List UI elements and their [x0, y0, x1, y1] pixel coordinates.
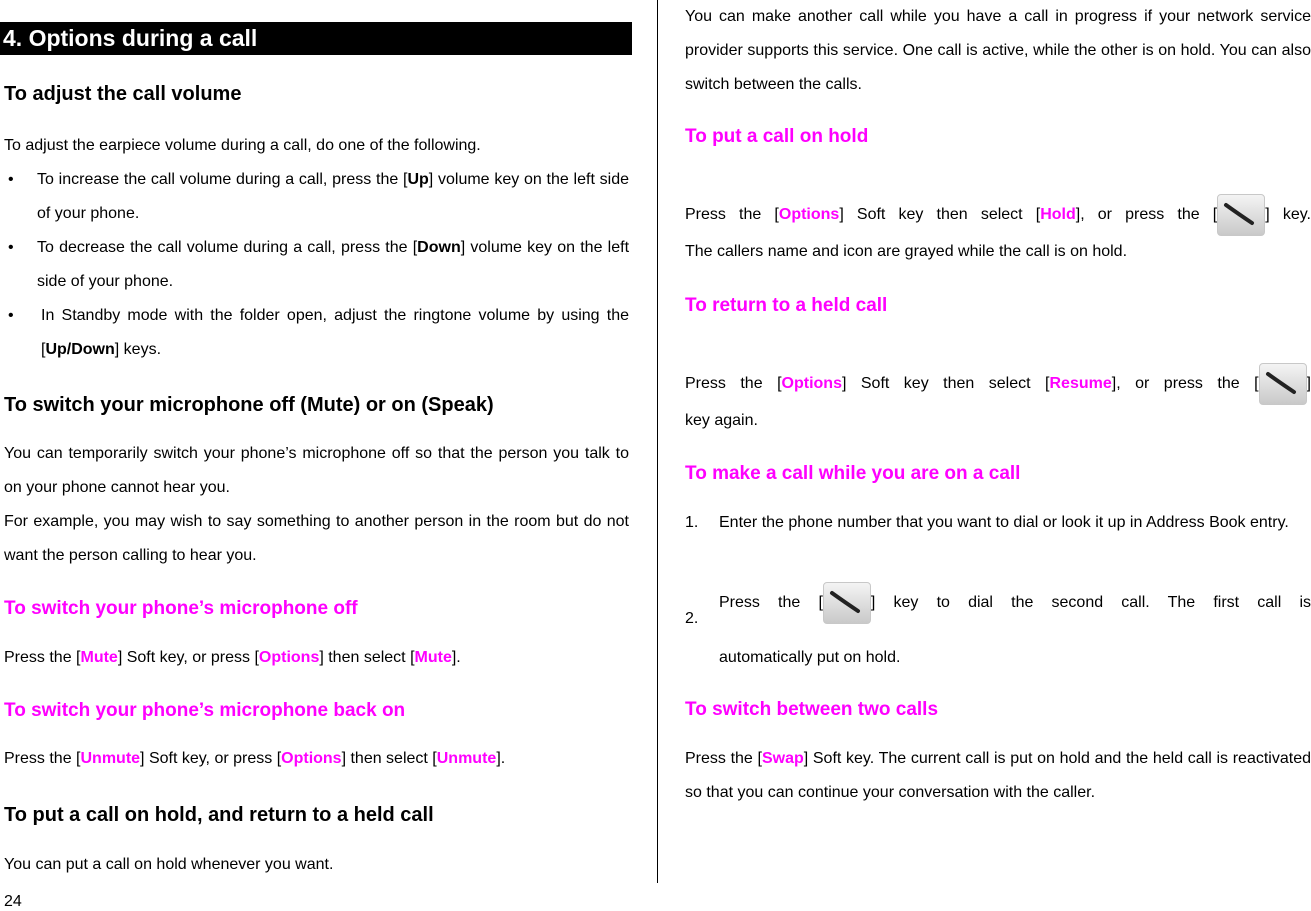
section-banner: 4. Options during a call — [0, 22, 632, 55]
heading-mic-off: To switch your phone’s microphone off — [4, 598, 358, 619]
heading-swap: To switch between two calls — [685, 699, 939, 720]
return-held-note: key again. — [685, 412, 758, 429]
put-hold-note: The callers name and icon are grayed while the call is on hold. — [685, 243, 1128, 260]
volume-bullet-list — [4, 163, 629, 367]
heading-adjust-volume: To adjust the call volume — [4, 83, 242, 105]
step-text-continued: automatically put on hold. — [719, 649, 901, 666]
send-key-icon — [823, 582, 871, 624]
volume-intro: To adjust the earpiece volume during a call, do one of the following. — [4, 137, 481, 154]
right-intro: You can make another call while you have a call in progress if your network service provider supports this service. One call is active, while the other is on hold. You can also switch between the calls. — [685, 8, 1311, 93]
bullet-text: To decrease the call volume during a call, press the [Down] volume key on the left side of your phone. — [37, 239, 630, 290]
mute-paragraph-1: You can temporarily switch your phone’s microphone off so that the person you talk to on your phone cannot hear you. — [4, 445, 629, 496]
mute-paragraph-2: For example, you may wish to say something to another person in the room but do not want the person calling to hear you. — [4, 513, 629, 564]
return-held-instruction: Press the [Options] Soft key then select [Resume], or press the [ ] — [685, 363, 1311, 405]
mic-on-instruction: Press the [Unmute] Soft key, or press [Options] then select [Unmute]. — [4, 750, 506, 767]
put-hold-instruction: Press the [Options] Soft key then select [Hold], or press the [ ] key. — [685, 194, 1311, 236]
bullet-dot-icon: • — [8, 171, 14, 188]
page-number: 24 — [4, 893, 22, 910]
heading-return-held: To return to a held call — [685, 295, 888, 316]
bullet-dot-icon: • — [8, 307, 14, 324]
step-number: 1. — [685, 514, 699, 531]
step-text: Press the [ ] key to dial the second call. The first call is — [719, 582, 1311, 624]
heading-put-on-hold: To put a call on hold — [685, 126, 869, 147]
bullet-text: In Standby mode with the folder open, adjust the ringtone volume by using the [Up/Down] keys. — [41, 307, 629, 358]
send-key-icon — [1217, 194, 1265, 236]
heading-mute: To switch your microphone off (Mute) or on (Speak) — [4, 394, 494, 416]
heading-make-second-call: To make a call while you are on a call — [685, 463, 1021, 484]
send-key-icon — [1259, 363, 1307, 405]
step-number: 2. — [685, 610, 699, 627]
bullet-item — [4, 231, 629, 299]
step-text: Enter the phone number that you want to dial or look it up in Address Book entry. — [719, 514, 1289, 531]
heading-hold: To put a call on hold, and return to a held call — [4, 804, 434, 826]
bullet-text: To increase the call volume during a call, press the [Up] volume key on the left side of your phone. — [37, 171, 630, 222]
swap-instruction: Press the [Swap] Soft key. The current call is put on hold and the held call is reactivated so that you can continue your conversation with the caller. — [685, 750, 1311, 801]
step-item — [685, 582, 1311, 678]
hold-paragraph: You can put a call on hold whenever you want. — [4, 856, 334, 873]
heading-mic-on: To switch your phone’s microphone back on — [4, 700, 406, 721]
step-item — [685, 506, 1311, 574]
column-divider — [657, 0, 658, 883]
bullet-item — [4, 299, 629, 367]
bullet-item — [4, 163, 629, 231]
bullet-dot-icon: • — [8, 239, 14, 256]
mic-off-instruction: Press the [Mute] Soft key, or press [Options] then select [Mute]. — [4, 649, 461, 666]
